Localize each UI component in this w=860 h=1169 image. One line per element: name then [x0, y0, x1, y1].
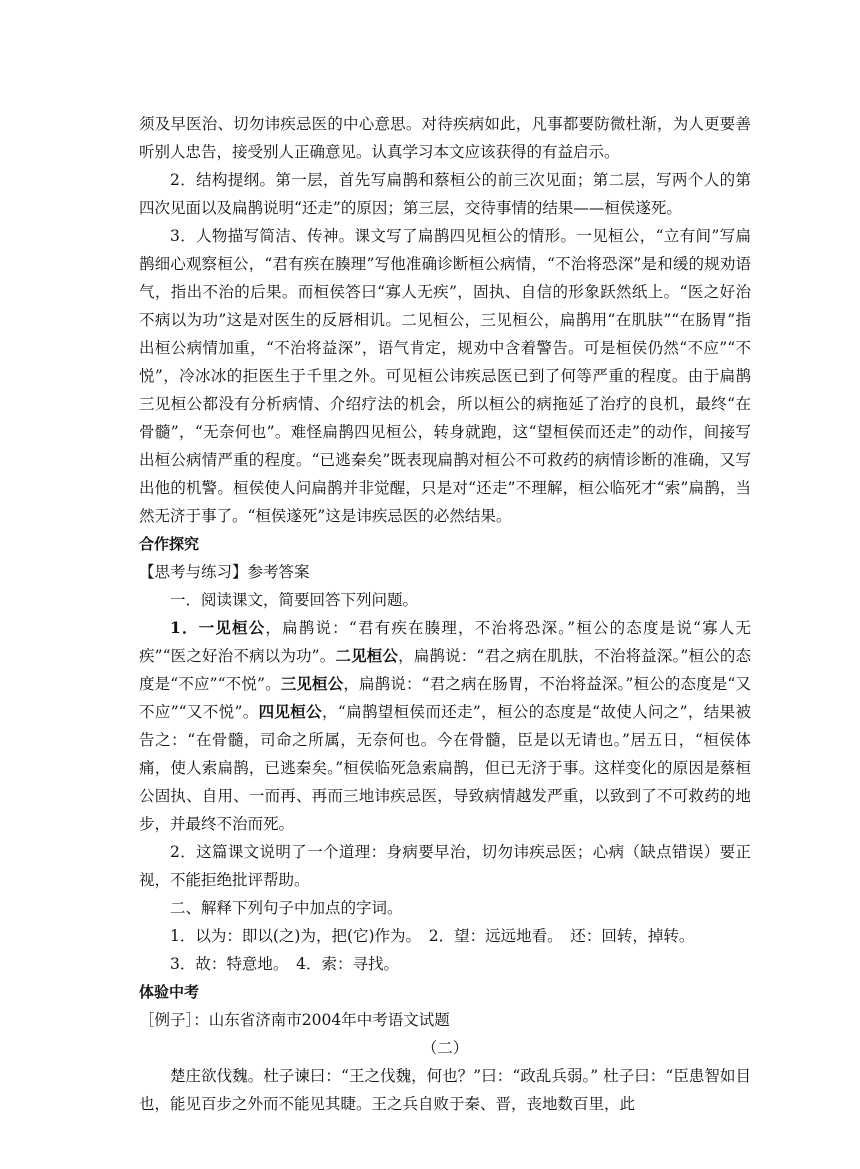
paragraph-structure-outline: 2．结构提纲。第一层，首先写扁鹊和蔡桓公的前三次见面；第二层，写两个人的第四次见面以及扁鹊说明“还走”的原因；第三层，交待事情的结果——桓侯遂死。 [139, 171, 751, 217]
answer-text: ，扁鹊说：“君有疾在腠理，不治将恐深。”桓公的态度是说“寡人无疾”“医之好治不病以为功”。 [139, 619, 751, 665]
answer-vocab-2: 3．故：特意地。 4．索：寻找。 [170, 955, 399, 973]
bold-third-visit: 三见桓公 [280, 674, 344, 693]
section-number: （二） [421, 1039, 469, 1057]
answer-vocab-1: 1．以为：即以(之)为，把(它)作为。 2．望：远远地看。 还：回转，掉转。 [170, 927, 695, 945]
question-two: 二、解释下列句子中加点的字词。 [170, 899, 403, 917]
answer-two: 2．这篇课文说明了一个道理：身病要早治，切勿讳疾忌医；心病（缺点错误）要正视，不能拒绝批评帮助。 [139, 843, 751, 889]
passage-text: 楚庄欲伐魏。杜子谏曰：“王之伐魏，何也？”曰：“政乱兵弱。” 杜子曰：“臣患智如目也，能见百步之外而不能见其睫。王之兵自败于秦、晋，丧地数百里，此 [139, 1067, 751, 1113]
answer-text: ，扁鹊说：“君之病在肌肤，不治将益深。”桓公的态度是“不应”“不悦”。 [139, 647, 751, 693]
document-body [139, 110, 751, 1118]
example-source: ［例子］：山东省济南市2004年中考语文试题 [139, 1011, 450, 1029]
answer-one [139, 614, 751, 838]
exercise-title: 【思考与练习】参考答案 [139, 563, 310, 581]
answer-text: ，扁鹊说：“君之病在肠胃，不治将益深。”桓公的态度是“又不应”“又不悦”。 [139, 675, 751, 721]
bold-fourth-visit: 四见桓公 [258, 702, 322, 721]
paragraph-character-description: 3．人物描写简洁、传神。课文写了扁鹊四见桓公的情形。一见桓公，“立有间”写扁鹊细心观察桓公，“君有疾在腠理”写他准确诊断桓公病情，“不治将恐深”是和缓的规劝语气，指出不治的后果。而桓侯答曰“寡人无疾”，固执、自信的形象跃然纸上。“医之好治不病以为功”这是对医生的反唇相讥。二见桓公，三见桓公，扁鹊用“在肌肤”“在肠胃”指出桓公病情加重，“不治将益深”，语气肯定，规劝中含着警告。可是桓侯仍然“不应”“不悦”，冷冰冰的拒医生于千里之外。可见桓公讳疾忌医已到了何等严重的程度。由于扁鹊三见桓公都没有分析病情、介绍疗法的机会，所以桓公的病拖延了治疗的良机，最终“在骨髓”，“无奈何也”。难怪扁鹊四见桓公，转身就跑，这“望桓侯而还走”的动作，间接写出桓公病情严重的程度。“已逃秦矣”既表现扁鹊对桓公不可救药的病情诊断的准确，又写出他的机警。桓侯使人问扁鹊并非觉醒，只是对“还走”不理解，桓公临死才“索”扁鹊，当然无济于事了。“桓侯遂死”这是讳疾忌医的必然结果。 [139, 227, 751, 525]
section-heading-exam: 体验中考 [139, 983, 200, 1001]
paragraph-continuation: 须及早医治、切勿讳疾忌医的中心意思。对待疾病如此，凡事都要防微杜渐，为人更要善听别人忠告，接受别人正确意见。认真学习本文应该获得的有益启示。 [139, 115, 751, 161]
question-one: 一．阅读课文，简要回答下列问题。 [170, 591, 419, 609]
bold-second-visit: 二见桓公 [335, 646, 399, 665]
bold-first-visit: 1．一见桓公 [170, 618, 266, 637]
section-heading-cooperative-inquiry: 合作探究 [139, 535, 200, 553]
answer-text: ，“扁鹊望桓侯而还走”，桓公的态度是“故使人问之”，结果被告之：“在骨髓，司命之所属，无奈何也。今在骨髓，臣是以无请也。”居五日，“桓侯体痛，使人索扁鹊，已逃秦矣。”桓侯临死急索扁鹊，但已无济于事。这样变化的原因是蔡桓公固执、自用、一而再、再而三地讳疾忌医，导致病情越发严重，以致到了不可救药的地步，并最终不治而死。 [139, 703, 751, 833]
